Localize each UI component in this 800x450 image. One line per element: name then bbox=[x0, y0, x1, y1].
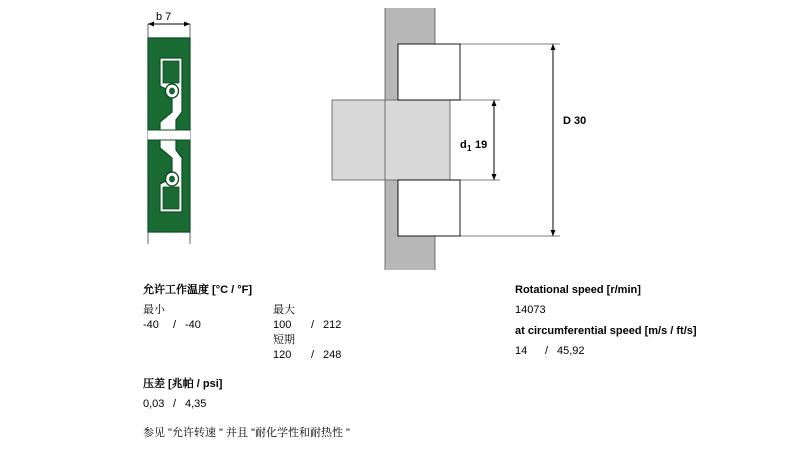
right-spec-panel bbox=[515, 283, 785, 359]
temp-shortterm-celsius: 120 bbox=[273, 349, 292, 361]
pressure-mpa: 0,03 bbox=[143, 398, 165, 410]
temperature-shortterm-values-row bbox=[143, 348, 473, 363]
circumferential-speed-ms: 14 bbox=[515, 345, 528, 357]
temp-min-fahrenheit: -40 bbox=[185, 319, 201, 331]
rotational-speed-value: 14073 bbox=[515, 304, 546, 316]
d1-dimension-sub: 1 bbox=[467, 144, 472, 153]
circumferential-speed-values-row bbox=[515, 344, 785, 359]
temp-sep-2: / bbox=[311, 319, 315, 331]
temperature-subheader-row bbox=[143, 303, 473, 318]
temp-min-celsius: -40 bbox=[143, 319, 159, 331]
pressure-values-row bbox=[143, 397, 473, 412]
temp-max-celsius: 100 bbox=[273, 319, 292, 331]
assembly-section bbox=[332, 8, 560, 270]
d1-dimension-label: d bbox=[460, 139, 467, 151]
circumferential-speed-fts: 45,92 bbox=[557, 345, 585, 357]
pressure-sep: / bbox=[173, 398, 177, 410]
pressure-psi: 4,35 bbox=[185, 398, 207, 410]
rotational-speed-header: Rotational speed [r/min] bbox=[515, 284, 641, 296]
temp-shortterm-fahrenheit: 248 bbox=[323, 349, 342, 361]
circumferential-speed-sep: / bbox=[545, 345, 549, 357]
temperature-header: 允许工作温度 [°C / °F] bbox=[143, 284, 253, 296]
seal-cross-section bbox=[148, 22, 190, 245]
footnote-text: 参见 "允许转速 " 并且 "耐化学性和耐热性 " bbox=[143, 427, 350, 439]
temp-max-label: 最大 bbox=[273, 304, 295, 316]
temp-max-fahrenheit: 212 bbox=[323, 319, 342, 331]
D-dimension-label: D 30 bbox=[563, 115, 587, 127]
temperature-values-row bbox=[143, 318, 473, 333]
circumferential-speed-header: at circumferential speed [m/s / ft/s] bbox=[515, 325, 697, 337]
temp-sep-1: / bbox=[173, 319, 177, 331]
temp-shortterm-label: 短期 bbox=[273, 334, 295, 346]
pressure-header: 压差 [兆帕 / psi] bbox=[143, 378, 223, 390]
b-dimension-label: b 7 bbox=[156, 11, 172, 23]
temperature-shortterm-label-row bbox=[143, 333, 473, 348]
rotational-speed-value-row bbox=[515, 303, 785, 318]
temp-min-label: 最小 bbox=[143, 304, 165, 316]
temp-sep-3: / bbox=[311, 349, 315, 361]
left-spec-panel bbox=[143, 283, 473, 440]
d1-dimension-value: 19 bbox=[475, 139, 488, 151]
